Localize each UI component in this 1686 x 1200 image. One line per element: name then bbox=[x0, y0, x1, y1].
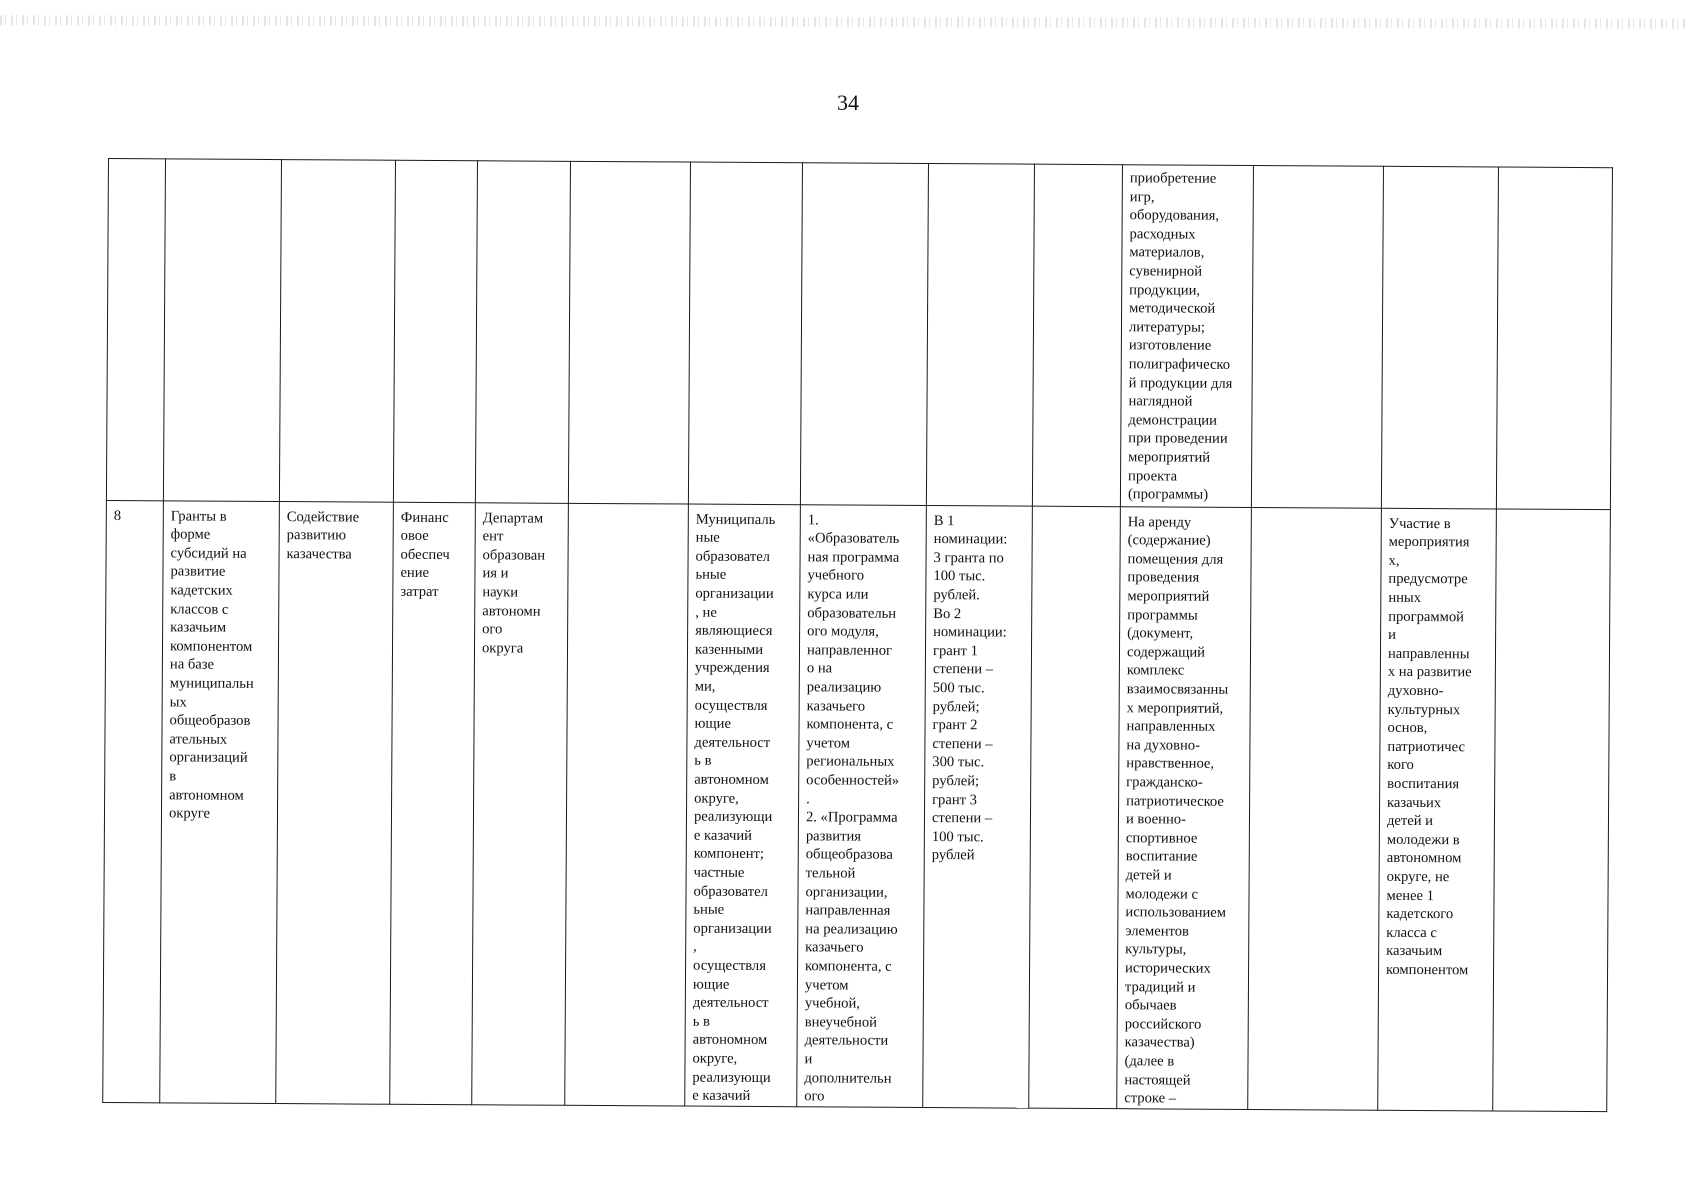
table-cell bbox=[1032, 164, 1122, 506]
table-cell bbox=[926, 164, 1034, 506]
table-cell-goal: Содействие развитию казачества bbox=[276, 501, 394, 1104]
table-cell-grant-amounts: В 1 номинации: 3 гранта по 100 тыс. рублей. Во 2 номинации: грант 1 степени – 500 тыс. рублей; грант 2 степени – 300 тыс. рублей; грант 3 степени – 100 тыс. рублей bbox=[923, 505, 1033, 1108]
page-number: 34 bbox=[837, 90, 859, 115]
table-cell bbox=[800, 163, 928, 505]
table-cell-result-indicator: Участие в мероприятия х, предусмотре нных программой и направленны х на развитие духовно- культурных основ, патриотичес кого воспитания казачьих детей и молодежи в автономном округе, не менее 1 кадетского класса с казачьим компонентом bbox=[1378, 508, 1497, 1111]
table-cell bbox=[475, 161, 570, 503]
table-cell-recipients: Муниципаль ные образовател ьные организации , не являющиеся казенными учреждения ми, осуществля ющие деятельност ь в автономном округе, реализующи е казачий компонент; частные образовател ьные организации , осуществля ющие деятельност ь в автономном округе, реализующи е казачий bbox=[685, 504, 801, 1107]
table-cell bbox=[1251, 165, 1383, 507]
table-cell-grant-name: Гранты в форме субсидий на развитие кадетских классов с казачьим компонентом на базе муниципальн ых общеобразов ательных организаций в автономном округе bbox=[160, 501, 280, 1104]
table-cell-responsible-department: Департам ент образован ия и науки автономн ого округа bbox=[472, 502, 569, 1105]
table-cell bbox=[565, 503, 689, 1106]
table-cell-support-form: Финанс овое обеспеч ение затрат bbox=[390, 502, 476, 1104]
table-row-continuation bbox=[106, 159, 1612, 510]
table-cell bbox=[1496, 167, 1612, 509]
table-cell bbox=[106, 159, 165, 501]
table-cell-programs: 1. «Образователь ная программа учебного курса или образовательн ого модуля, направленног о на реализацию казачьего компонента, с учетом региональных особенностей» . 2. «Программа развития общеобразова тельной организации, направленная на реализацию казачьего компонента, с учетом учебной, внеучебной деятельности и дополнительн ого bbox=[797, 504, 927, 1107]
table-cell bbox=[568, 161, 690, 503]
table-cell bbox=[1381, 166, 1498, 508]
table-cell bbox=[1248, 507, 1382, 1110]
table-cell bbox=[163, 159, 281, 501]
table-cell bbox=[279, 160, 395, 502]
table-cell bbox=[688, 162, 802, 504]
table-cell-row-number: 8 bbox=[103, 500, 164, 1102]
table-cell bbox=[393, 160, 477, 502]
table-row-8 bbox=[103, 500, 1611, 1111]
table-cell bbox=[1493, 509, 1611, 1112]
table-cell bbox=[1029, 506, 1121, 1109]
scan-noise-strip bbox=[0, 15, 1686, 29]
document-table bbox=[102, 158, 1613, 1112]
table-cell-expense-purposes: приобретение игр, оборудования, расходных материалов, сувенирной продукции, методической литературы; изготовление полиграфическо й продукции для наглядной демонстрации при проведении мероприятий проекта (программы) bbox=[1120, 165, 1253, 507]
table-cell-expense-purposes: На аренду (содержание) помещения для проведения мероприятий программы (документ, содержащий комплекс взаимосвязанны х мероприятий, направленных на духовно- нравственное, гражданско- патриотическое и военно- спортивное воспитание детей и молодежи с использованием элементов культуры, исторических традиций и обычаев российского казачества) (далее в настоящей строке – bbox=[1117, 506, 1252, 1109]
